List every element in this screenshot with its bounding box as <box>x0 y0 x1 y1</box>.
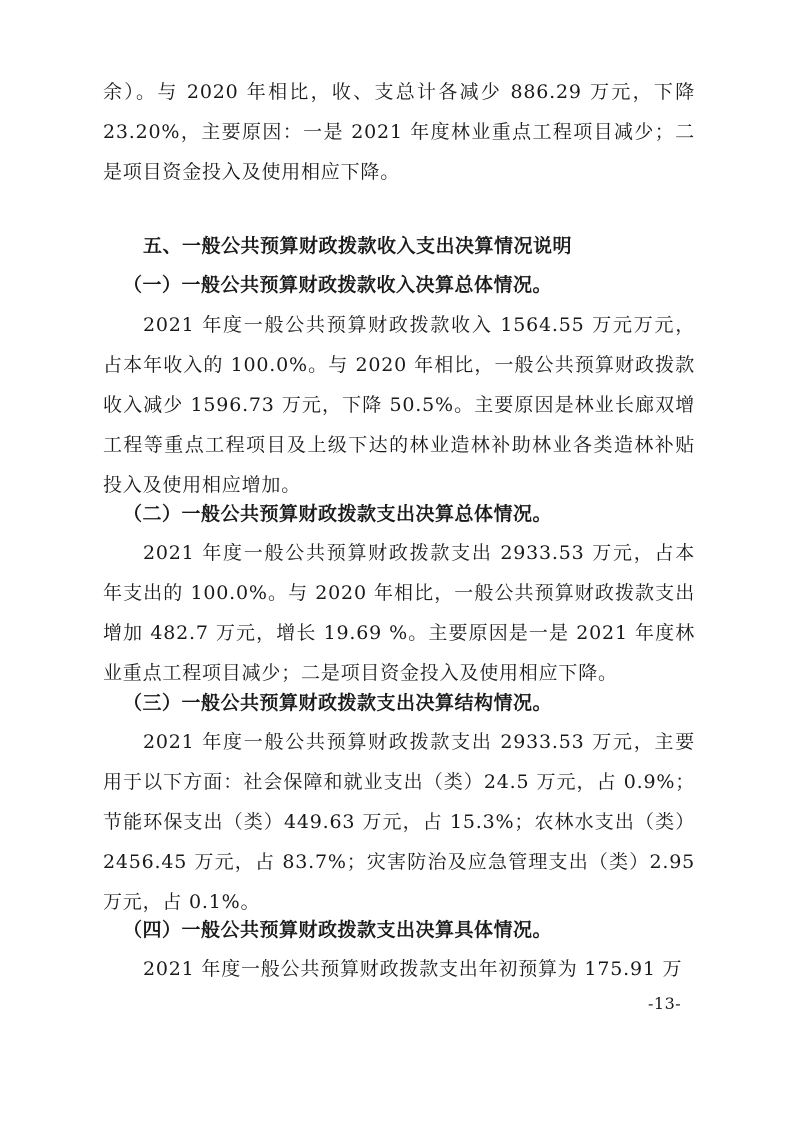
subheading-four: （四）一般公共预算财政拨款支出决算具体情况。 <box>123 919 553 941</box>
subheading-one: （一）一般公共预算财政拨款收入决算总体情况。 <box>123 274 553 296</box>
section-heading-five: 五、一般公共预算财政拨款收入支出决算情况说明 <box>143 235 573 257</box>
paragraph-expenditure-detail: 2021 年度一般公共预算财政拨款支出年初预算为 175.91 万 <box>143 958 683 980</box>
page-number: -13- <box>648 994 682 1013</box>
paragraph-expenditure-overview: 2021 年度一般公共预算财政拨款支出 2933.53 万元，占本年支出的 100.0%。与 2020 年相比，一般公共预算财政拨款支出增加 482.7 万元，增长 19.69 %。主要原因是一是 2021 年度林业重点工程项目减少；二是项目资金投入及使用相应下降。 <box>103 542 695 684</box>
subheading-three: （三）一般公共预算财政拨款支出决算结构情况。 <box>123 692 553 714</box>
paragraph-continuation: 余）。与 2020 年相比，收、支总计各减少 886.29 万元，下降 23.20%，主要原因：一是 2021 年度林业重点工程项目减少；二是项目资金投入及使用相应下降。 <box>103 81 695 183</box>
paragraph-revenue-overview: 2021 年度一般公共预算财政拨款收入 1564.55 万元万元，占本年收入的 100.0%。与 2020 年相比，一般公共预算财政拨款收入减少 1596.73 万元，下降 50.5%。主要原因是林业长廊双增工程等重点工程项目及上级下达的林业造林补助林业各类造林补贴投入及使用相应增加。 <box>103 314 695 496</box>
subheading-two: （二）一般公共预算财政拨款支出决算总体情况。 <box>123 503 553 525</box>
paragraph-expenditure-structure: 2021 年度一般公共预算财政拨款支出 2933.53 万元，主要用于以下方面：社会保障和就业支出（类）24.5 万元，占 0.9%；节能环保支出（类）449.63 万元，占 15.3%；农林水支出（类）2456.45 万元，占 83.7%；灾害防治及应急管理支出（类）2.95 万元，占 0.1%。 <box>103 731 695 913</box>
